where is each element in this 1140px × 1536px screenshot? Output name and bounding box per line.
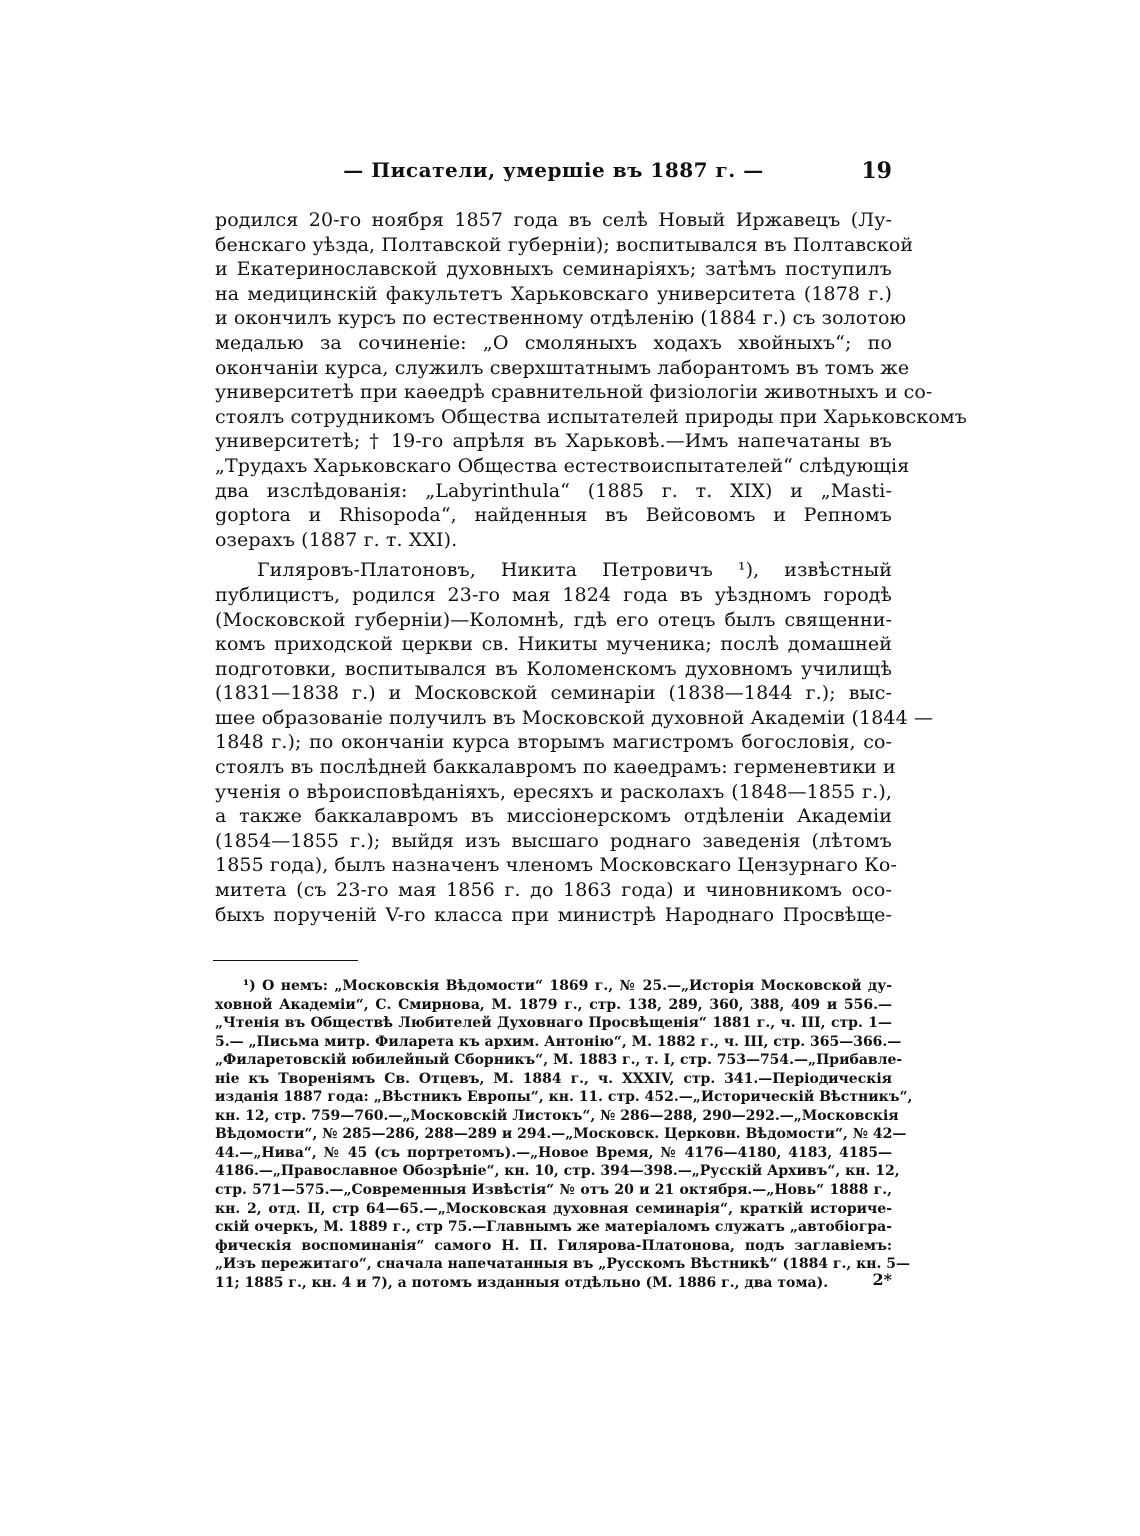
footnote-line: изданія 1887 года: „Вѣстникъ Европы“, кн. 11. стр. 452.—„Историческій Вѣстникъ“,	[215, 1089, 913, 1106]
footnote-divider	[213, 960, 358, 961]
footnote-line: „Филаретовскій юбилейный Сборникъ“, М. 1883 г., т. I, стр. 753—754.—„Прибавле-	[215, 1052, 903, 1069]
footnote-line: „Чтенія въ Обществѣ Любителей Духовнаго Просвѣщенія“ 1881 г., ч. III, стр. 1—	[215, 1015, 892, 1032]
main-text	[215, 208, 967, 927]
text-line: 1855 года), былъ назначенъ членомъ Московскаго Цензурнаго Ко-	[215, 854, 897, 877]
footnote	[215, 977, 913, 1292]
footnote-line: кн. 12, стр. 759—760.—„Московскій Листокъ“, № 286—288, 290—292.—„Московскія	[215, 1107, 899, 1124]
text-line: бенскаго уѣзда, Полтавской губерніи); воспитывался въ Полтавской	[215, 233, 914, 256]
text-line: комъ приходской церкви св. Никиты мученика; послѣ домашней	[215, 633, 892, 656]
text-line: (1854—1855 г.); выйдя изъ высшаго роднаго заведенія (лѣтомъ	[215, 829, 892, 852]
text-line: медалью за сочиненіе: „О смоляныхъ ходахъ хвойныхъ“; по	[215, 331, 892, 354]
footnote-line: 5.— „Письма митр. Филарета къ архим. Антонію“, М. 1882 г., ч. III, стр. 365—366.—	[215, 1033, 902, 1050]
footnote-line: „Изъ пережитаго“, сначала напечатанныя въ „Русскомъ Вѣстникѣ“ (1884 г., кн. 5—	[215, 1256, 910, 1273]
footnote-line: ховной Академіи“, С. Смирнова, М. 1879 г., стр. 138, 289, 360, 388, 409 и 556.—	[215, 996, 892, 1013]
text-line: на медицинскій факультетъ Харьковскаго университета (1878 г.)	[215, 282, 892, 305]
page-title: — Писатели, умершіе въ 1887 г. —	[343, 158, 764, 182]
running-head	[215, 158, 892, 190]
text-line: goptora и Rhisopoda“, найденныя въ Вейсовомъ и Репномъ	[215, 504, 892, 527]
text-line: университетѣ; † 19-го апрѣля въ Харьковѣ.—Имъ напечатаны въ	[215, 430, 892, 453]
text-line: озерахъ (1887 г. т. XXI).	[215, 528, 458, 551]
text-line: университетѣ при каѳедрѣ сравнительной физіологіи животныхъ и со-	[215, 381, 933, 404]
footnote-line: 11; 1885 г., кн. 4 и 7), а потомъ изданныя отдѣльно (М. 1886 г., два тома).	[215, 1274, 829, 1291]
text-line: родился 20-го ноября 1857 года въ селѣ Новый Иржавецъ (Лу-	[215, 209, 892, 231]
text-line: шее образованіе получилъ въ Московской духовной Академіи (1844 —	[215, 706, 934, 729]
footnote-line: ніе къ Твореніямъ Св. Отцевъ, М. 1884 г., ч. XXXIV, стр. 341.—Періодическія	[215, 1070, 892, 1087]
footnote-line: кн. 2, отд. II, стр 64—65.—„Московская духовная семинарія“, краткій историче-	[215, 1200, 892, 1217]
page-number: 19	[861, 158, 892, 184]
footnote-line: стр. 571—575.—„Современныя Извѣстія“ № отъ 20 и 21 октября.—„Новь“ 1888 г.,	[215, 1182, 892, 1199]
footnote-line: ¹) О немъ: „Московскія Вѣдомости“ 1869 г., № 25.—„Исторія Московской ду-	[243, 978, 892, 994]
text-line: стоялъ въ послѣдней баккалавромъ по каѳедрамъ: герменевтики и	[215, 756, 896, 779]
text-line: два изслѣдованія: „Labyrinthula“ (1885 г. т. XIX) и „Masti-	[215, 479, 892, 502]
text-line: подготовки, воспитывался въ Коломенскомъ духовномъ училищѣ	[215, 657, 892, 680]
footnote-line: 44.—„Нива“, № 45 (съ портретомъ).—„Новое Время, № 4176—4180, 4183, 4185—	[215, 1144, 892, 1161]
text-line: окончаніи курса, служилъ сверхштатнымъ лаборантомъ въ томъ же	[215, 356, 910, 379]
text-line: публицистъ, родился 23-го мая 1824 года въ уѣздномъ городѣ	[215, 583, 892, 606]
footnote-line: 4186.—„Православное Обозрѣніе“, кн. 10, стр. 394—398.—„Русскій Архивъ“, кн. 12,	[215, 1163, 900, 1180]
footnote-line: Вѣдомости“, № 285—286, 288—289 и 294.—„Московск. Церковн. Вѣдомости“, № 42—	[215, 1126, 907, 1143]
footnote-line: скій очеркъ, М. 1889 г., стр 75.—Главнымъ же матеріаломъ служатъ „автобіогра-	[215, 1219, 892, 1236]
text-line: (Московской губерніи)—Коломнѣ, гдѣ его отецъ былъ священни-	[215, 608, 892, 631]
footnote-line: фическія воспоминанія“ самого Н. П. Гилярова-Платонова, подъ заглавіемъ:	[215, 1237, 892, 1254]
text-line: Гиляровъ-Платоновъ, Никита Петровичъ ¹), извѣстный	[257, 559, 892, 582]
text-line: (1831—1838 г.) и Московской семинаріи (1838—1844 г.); выс-	[215, 682, 892, 705]
text-line: 1848 г.); по окончаніи курса вторымъ магистромъ богословія, со-	[215, 731, 892, 754]
text-line: и Екатеринославской духовныхъ семинаріяхъ; затѣмъ поступилъ	[215, 258, 892, 281]
text-line: а также баккалавромъ въ миссіонерскомъ отдѣленіи Академіи	[215, 805, 892, 828]
text-line: и окончилъ курсъ по естественному отдѣленію (1884 г.) съ золотою	[215, 307, 907, 330]
text-line: ученія о вѣроисповѣданіяхъ, ересяхъ и расколахъ (1848—1855 г.),	[215, 780, 892, 803]
text-line: „Трудахъ Харьковскаго Общества естествоиспытателей“ слѣдующія	[215, 454, 910, 477]
paragraph-biography-2	[215, 558, 934, 927]
text-line: митета (съ 23-го мая 1856 г. до 1863 года) и чиновникомъ осо-	[215, 879, 892, 902]
text-line: стоялъ сотрудникомъ Общества испытателей природы при Харьковскомъ	[215, 405, 967, 428]
text-line: быхъ порученій V-го класса при министрѣ Народнаго Просвѣще-	[215, 903, 892, 926]
paragraph-biography-1	[215, 208, 967, 552]
signature-mark: 2*	[872, 1270, 892, 1289]
